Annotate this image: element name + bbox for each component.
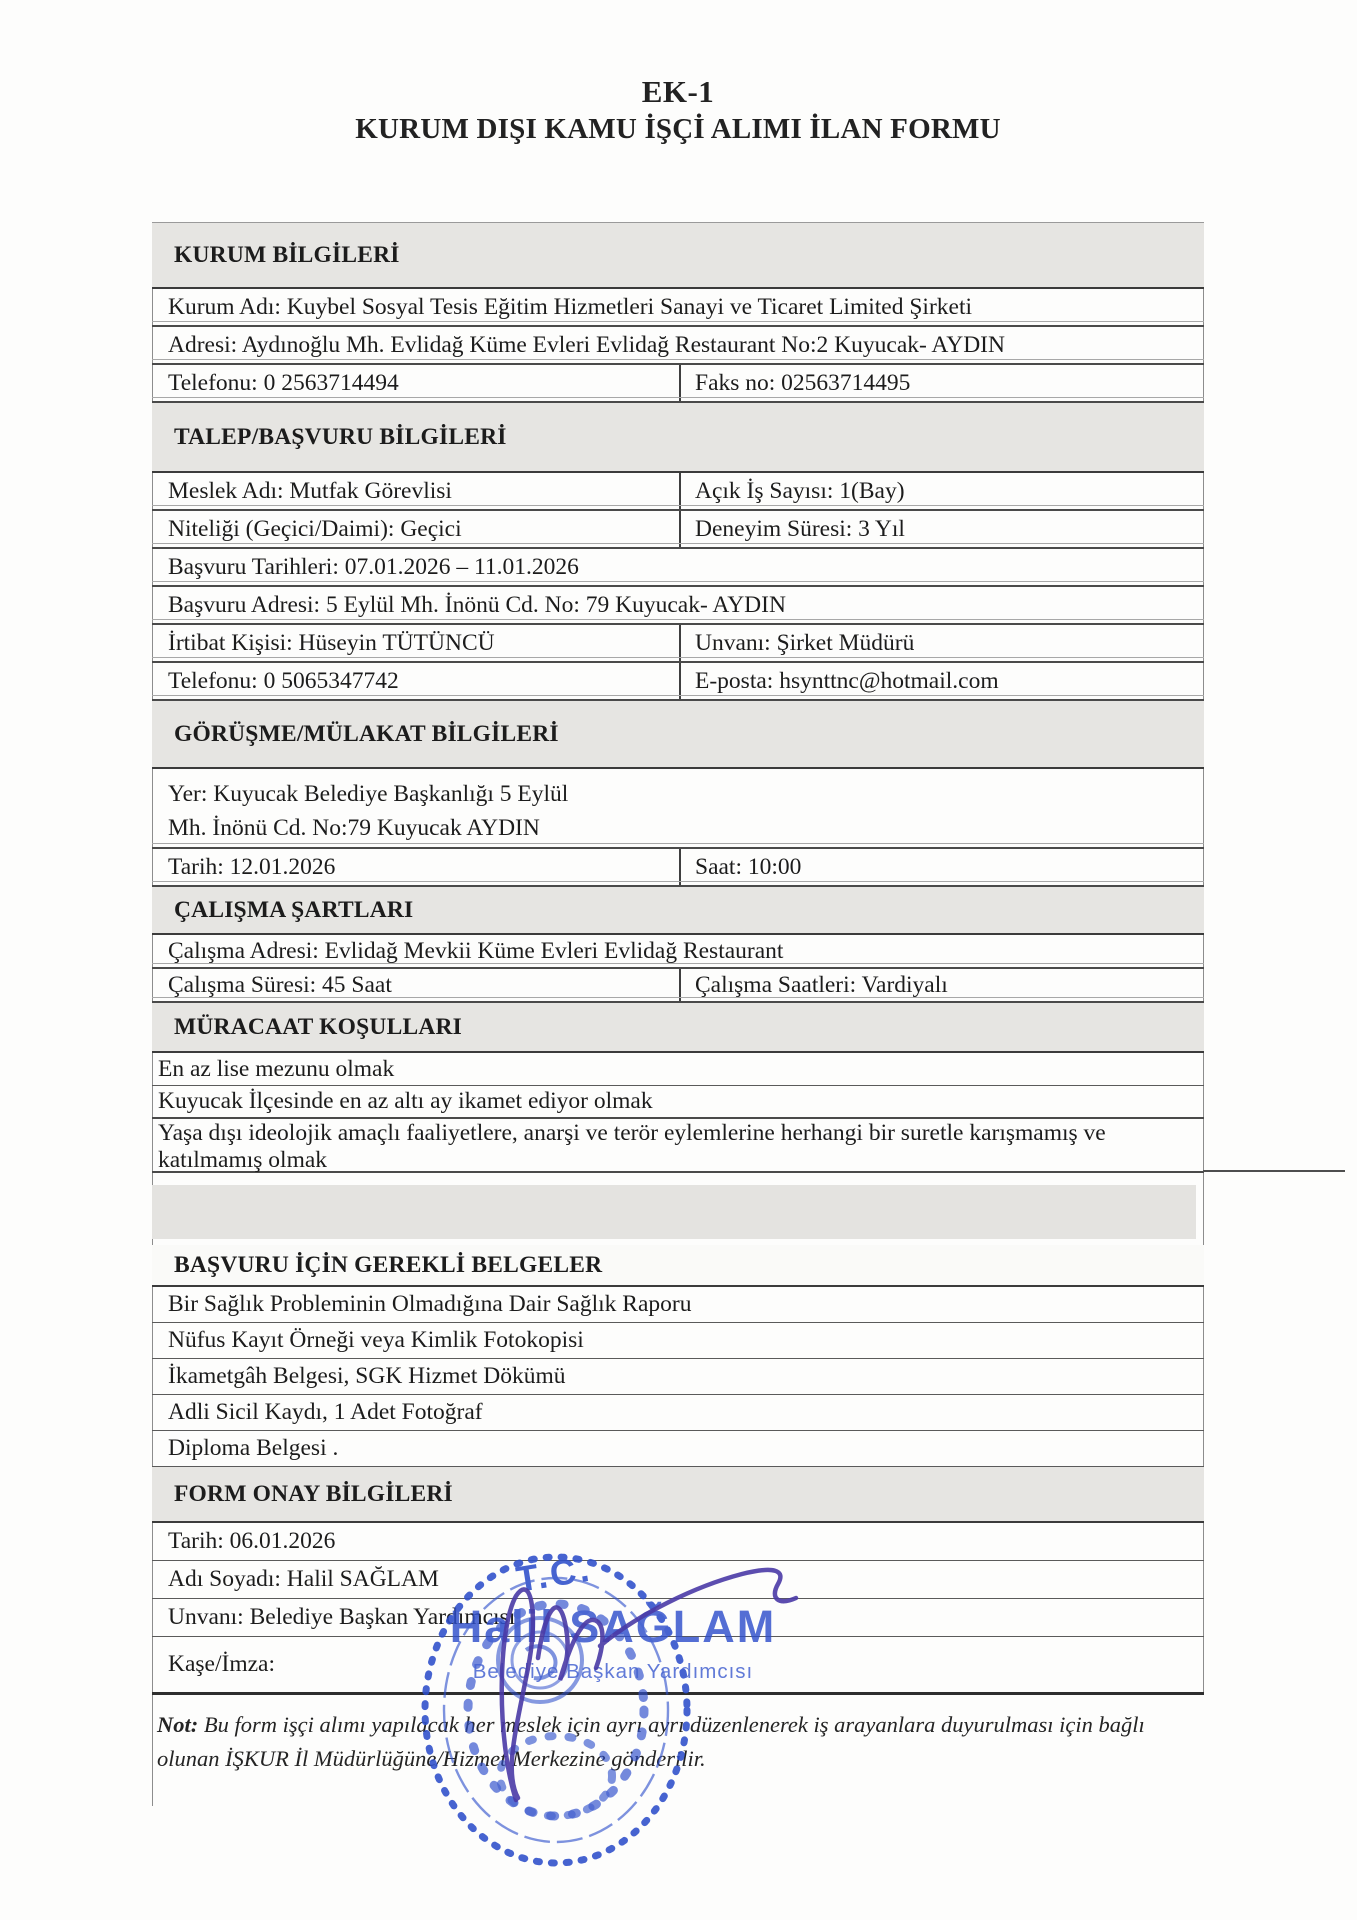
gorusme-yer-line2: Mh. İnönü Cd. No:79 Kuyucak AYDIN bbox=[168, 814, 540, 841]
calisma-saatleri: Çalışma Saatleri: Vardiyalı bbox=[679, 969, 1204, 1001]
gorusme-yer-text bbox=[168, 772, 568, 845]
gorusme-saat: Saat: 10:00 bbox=[679, 849, 1204, 885]
empty-shaded-bar bbox=[152, 1185, 1196, 1239]
row-meslek-acikis bbox=[152, 473, 1204, 511]
document-title-block bbox=[152, 74, 1204, 146]
row-calisma-sure-saat bbox=[152, 969, 1204, 1003]
row-kase-imza: Kaşe/İmza: bbox=[152, 1637, 1204, 1695]
row-telefon-eposta bbox=[152, 663, 1204, 701]
row-belge-3: İkametgâh Belgesi, SGK Hizmet Dökümü bbox=[152, 1359, 1204, 1395]
row-kosul-3 bbox=[152, 1119, 1204, 1173]
stamp-name-text: Halil SAĞLAM bbox=[449, 1601, 777, 1652]
kurum-telefon: Telefonu: 0 2563714494 bbox=[168, 369, 399, 396]
row-onay-unvan: Unvanı: Belediye Başkan Yardımcısı bbox=[152, 1599, 1204, 1637]
calisma-suresi: Çalışma Süresi: 45 Saat bbox=[168, 971, 392, 998]
talep-acik-is: Açık İş Sayısı: 1(Bay) bbox=[679, 473, 1204, 509]
row-kosul-1: En az lise mezunu olmak bbox=[152, 1053, 1204, 1086]
form-code-title: EK-1 bbox=[641, 74, 715, 109]
gorusme-yer-line1: Yer: Kuyucak Belediye Başkanlığı 5 Eylül bbox=[168, 780, 569, 807]
kurum-faks: Faks no: 02563714495 bbox=[679, 365, 1204, 401]
kosul-3-text: Yaşa dışı ideolojik amaçlı faaliyetlere, anarşi ve terör eylemlerine herhangi bir suretle karışmamış ve katılmamış olmak bbox=[158, 1120, 1106, 1173]
row-calisma-adresi: Çalışma Adresi: Evlidağ Mevkii Küme Evleri Evlidağ Restaurant bbox=[152, 935, 1204, 969]
talep-deneyim: Deneyim Süresi: 3 Yıl bbox=[679, 511, 1204, 547]
talep-telefon: Telefonu: 0 5065347742 bbox=[168, 667, 399, 694]
section-talep-basvuru: TALEP/BAŞVURU BİLGİLERİ bbox=[152, 403, 1204, 473]
section-muracaat-kosullari: MÜRACAAT KOŞULLARI bbox=[152, 1003, 1204, 1053]
form-table bbox=[152, 222, 1204, 1776]
section-gerekli-belgeler: BAŞVURU İÇİN GEREKLİ BELGELER bbox=[152, 1245, 1204, 1287]
footnote bbox=[152, 1695, 1204, 1776]
row-belge-4: Adli Sicil Kaydı, 1 Adet Fotoğraf bbox=[152, 1395, 1204, 1431]
section-form-onay: FORM ONAY BİLGİLERİ bbox=[152, 1467, 1204, 1523]
section-calisma-sartlari: ÇALIŞMA ŞARTLARI bbox=[152, 887, 1204, 935]
row-kosul-2: Kuyucak İlçesinde en az altı ay ikamet ediyor olmak bbox=[152, 1086, 1204, 1119]
talep-nitelik: Niteliği (Geçici/Daimi): Geçici bbox=[168, 515, 462, 542]
section-gorusme-mulakat: GÖRÜŞME/MÜLAKAT BİLGİLERİ bbox=[152, 701, 1204, 769]
row-gorusme-tarih-saat bbox=[152, 849, 1204, 887]
row-onay-tarih: Tarih: 06.01.2026 bbox=[152, 1523, 1204, 1561]
row-kurum-adresi: Adresi: Aydınoğlu Mh. Evlidağ Küme Evleri Evlidağ Restaurant No:2 Kuyucak- AYDIN bbox=[152, 327, 1204, 365]
extended-rule-artifact bbox=[1203, 1170, 1345, 1172]
row-belge-1: Bir Sağlık Probleminin Olmadığına Dair Sağlık Raporu bbox=[152, 1287, 1204, 1323]
row-gorusme-yer bbox=[152, 769, 1204, 849]
footnote-label: Not: bbox=[157, 1712, 199, 1737]
form-main-title: KURUM DIŞI KAMU İŞÇİ ALIMI İLAN FORMU bbox=[355, 113, 1001, 145]
gorusme-tarih: Tarih: 12.01.2026 bbox=[168, 853, 336, 880]
row-belge-2: Nüfus Kayıt Örneği veya Kimlik Fotokopisi bbox=[152, 1323, 1204, 1359]
row-basvuru-tarihleri: Başvuru Tarihleri: 07.01.2026 – 11.01.2026 bbox=[152, 549, 1204, 587]
row-irtibat-unvan bbox=[152, 625, 1204, 663]
stamp-tc-text: T.C. bbox=[513, 1547, 595, 1600]
talep-irtibat: İrtibat Kişisi: Hüseyin TÜTÜNCÜ bbox=[168, 629, 495, 656]
footnote-text: Bu form işçi alımı yapılacak her meslek için ayrı ayrı düzenlenerek iş arayanlara duyurulması için bağlı olunan İŞKUR İl Müdürlüğüne/Hizmet Merkezine gönderilir. bbox=[157, 1712, 1145, 1771]
section-kurum-bilgileri: KURUM BİLGİLERİ bbox=[152, 223, 1204, 289]
row-nitelik-deneyim bbox=[152, 511, 1204, 549]
talep-unvan: Unvanı: Şirket Müdürü bbox=[679, 625, 1204, 661]
row-kurum-adi: Kurum Adı: Kuybel Sosyal Tesis Eğitim Hizmetleri Sanayi ve Ticaret Limited Şirketi bbox=[152, 289, 1204, 327]
row-kurum-telefon-faks bbox=[152, 365, 1204, 403]
talep-meslek: Meslek Adı: Mutfak Görevlisi bbox=[168, 477, 452, 504]
row-basvuru-adresi: Başvuru Adresi: 5 Eylül Mh. İnönü Cd. No: 79 Kuyucak- AYDIN bbox=[152, 587, 1204, 625]
talep-eposta: E-posta: hsynttnc@hotmail.com bbox=[679, 663, 1204, 699]
row-onay-ad-soyad: Adı Soyadı: Halil SAĞLAM bbox=[152, 1561, 1204, 1599]
stamp-title-text: Belediye Başkan Yardımcısı bbox=[472, 1660, 754, 1683]
row-belge-5: Diploma Belgesi . bbox=[152, 1431, 1204, 1467]
